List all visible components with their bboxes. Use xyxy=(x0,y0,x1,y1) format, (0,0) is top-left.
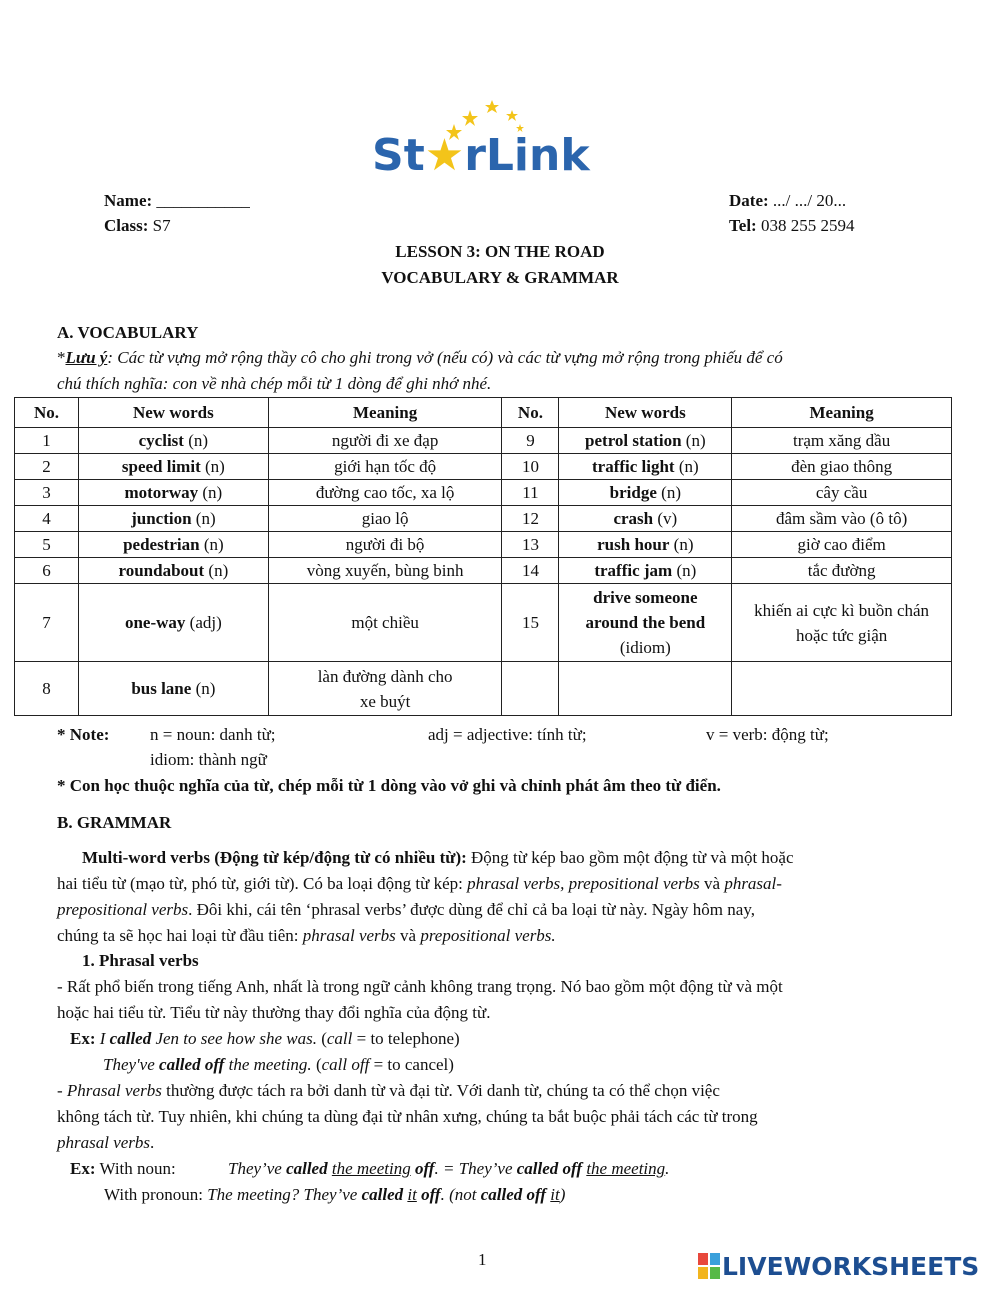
ex1-f: = to telephone) xyxy=(352,1029,460,1048)
row-meaning: giới hạn tốc độ xyxy=(268,454,502,480)
p2a-1: - xyxy=(57,1081,67,1100)
intro-text4a: chúng ta sẽ học hai loại từ đầu tiên: xyxy=(57,926,303,945)
table-row xyxy=(15,662,952,716)
ex1-d: ( xyxy=(316,1029,327,1048)
row-no: 12 xyxy=(502,506,559,532)
ex3-10: the meeting xyxy=(586,1159,666,1178)
ex4-7: . (not xyxy=(440,1185,481,1204)
row-meaning: vòng xuyến, bùng binh xyxy=(268,558,502,584)
para2-line1 xyxy=(57,1078,720,1104)
header-no-2: No. xyxy=(502,398,559,428)
ex2-b: called off xyxy=(159,1055,225,1074)
meaning-line2: xe buýt xyxy=(359,691,411,711)
row-no: 8 xyxy=(15,662,79,716)
intro-text4c: và xyxy=(395,926,421,945)
ex2-a: They've xyxy=(103,1055,160,1074)
class-field xyxy=(104,213,171,239)
row-word xyxy=(78,480,268,506)
ex3-1: They’ve xyxy=(228,1159,287,1178)
para2-line3 xyxy=(57,1130,154,1156)
subheading-phrasal-verbs: 1. Phrasal verbs xyxy=(82,951,199,970)
logo-star-icon: ★ xyxy=(424,130,465,181)
para2-line2: không tách từ. Tuy nhiên, khi chúng ta dùng đại từ nhân xưng, chúng ta bắt buộc phải tách các từ trong xyxy=(57,1107,758,1126)
intro-text3b: . Đôi khi, cái tên ‘phrasal verbs’ được dùng để chỉ cả ba loại từ này. Ngày hôm nay, xyxy=(188,900,755,919)
ex2-c: the meeting. xyxy=(224,1055,312,1074)
row-word xyxy=(78,558,268,584)
row-no: 5 xyxy=(15,532,79,558)
vocab-note-line1 xyxy=(57,345,783,371)
row-meaning: người đi xe đạp xyxy=(268,428,502,454)
word: bridge xyxy=(609,483,657,502)
meaning-line1: khiến ai cực kì buồn chán xyxy=(754,600,930,620)
row-word xyxy=(559,454,732,480)
ex4-8: called off xyxy=(480,1185,547,1204)
row-no: 1 xyxy=(15,428,79,454)
header-meaning-1: Meaning xyxy=(268,398,502,428)
row-no: 3 xyxy=(15,480,79,506)
p2c-end: . xyxy=(150,1133,155,1152)
example3 xyxy=(70,1156,176,1182)
table-header-row xyxy=(15,398,952,428)
table-row xyxy=(15,428,952,454)
row-word xyxy=(559,558,732,584)
pos: (v) xyxy=(653,509,678,528)
empty-cell xyxy=(732,662,952,716)
ex4-6: off xyxy=(421,1185,441,1204)
intro-line1 xyxy=(82,845,794,871)
meaning-line1: làn đường dành cho xyxy=(317,666,453,686)
ex1-e: call xyxy=(326,1029,353,1048)
meaning-line2: hoặc tức giận xyxy=(795,625,888,645)
header-words-2: New words xyxy=(559,398,732,428)
word-line2: around the bend xyxy=(585,613,706,632)
intro-text2b: phrasal verbs, prepositional verbs xyxy=(467,874,700,893)
ex3-7: . = They’ve xyxy=(434,1159,517,1178)
ex2-d: ( xyxy=(311,1055,322,1074)
note-idiom: idiom: thành ngữ xyxy=(150,750,267,769)
table-row xyxy=(15,532,952,558)
ex3-11: . xyxy=(665,1159,670,1178)
tel-field xyxy=(729,213,854,239)
logo-text-pre: St xyxy=(372,130,425,181)
ex1-a: I xyxy=(99,1029,110,1048)
word-line1: drive someone xyxy=(593,588,698,607)
row-meaning: giao lộ xyxy=(268,506,502,532)
row-no: 11 xyxy=(502,480,559,506)
note-label: Lưu ý xyxy=(65,348,108,367)
row-word xyxy=(78,584,268,662)
row-no: 2 xyxy=(15,454,79,480)
row-meaning: đường cao tốc, xa lộ xyxy=(268,480,502,506)
note-text1: : Các từ vựng mở rộng thầy cô cho ghi trong vở (nếu có) và các từ vựng mở rộng trong phiếu để có xyxy=(107,348,783,367)
pos: (n) xyxy=(200,457,225,476)
starlink-logo xyxy=(372,100,602,180)
row-word xyxy=(559,532,732,558)
intro-text2c: và xyxy=(699,874,725,893)
ex4-2: called xyxy=(361,1185,404,1204)
ex1-b: called xyxy=(109,1029,152,1048)
p2a-3: thường được tách ra bởi danh từ và đại từ. Với danh từ, chúng ta có thể chọn việc xyxy=(161,1081,720,1100)
row-no: 13 xyxy=(502,532,559,558)
intro-text3a: prepositional verbs xyxy=(57,900,189,919)
pos: (n) xyxy=(672,561,697,580)
intro-text2a: hai tiểu từ (mạo từ, phó từ, giới từ). Có ba loại động từ kép: xyxy=(57,874,468,893)
row-meaning: đâm sầm vào (ô tô) xyxy=(732,506,952,532)
section-b-heading: B. GRAMMAR xyxy=(57,813,172,832)
row-word xyxy=(78,506,268,532)
intro-text4b: phrasal verbs xyxy=(302,926,396,945)
intro-text2d: phrasal- xyxy=(724,874,782,893)
row-word xyxy=(78,532,268,558)
header-words-1: New words xyxy=(78,398,268,428)
ex2-e: call off xyxy=(321,1055,370,1074)
class-value: S7 xyxy=(152,216,171,235)
header-no-1: No. xyxy=(15,398,79,428)
row-meaning: đèn giao thông xyxy=(732,454,952,480)
ex3-6: off xyxy=(414,1159,435,1178)
header-meaning-2: Meaning xyxy=(732,398,952,428)
ex3-2: called xyxy=(286,1159,328,1178)
pos: (idiom) xyxy=(619,638,671,657)
liveworksheets-icon xyxy=(698,1253,720,1279)
pos: (n) xyxy=(656,483,681,502)
word: one-way xyxy=(124,613,186,632)
intro-line4 xyxy=(57,923,556,949)
word: crash xyxy=(613,509,654,528)
liveworksheets-logo[interactable] xyxy=(698,1252,979,1281)
row-meaning: trạm xăng dầu xyxy=(732,428,952,454)
name-field xyxy=(104,188,250,214)
p2a-2: Phrasal verbs xyxy=(66,1081,162,1100)
ex3-8: called off xyxy=(516,1159,583,1178)
word: petrol station xyxy=(585,431,682,450)
para1-line2: hoặc hai tiểu từ. Tiểu từ này thường thay đổi nghĩa của động từ. xyxy=(57,1003,491,1022)
row-word xyxy=(559,506,732,532)
ex4-11: ) xyxy=(559,1185,566,1204)
section-a-heading: A. VOCABULARY xyxy=(57,323,199,342)
ex4-10: it xyxy=(550,1185,560,1204)
note-adj: adj = adjective: tính từ; xyxy=(428,725,587,744)
row-no: 15 xyxy=(502,584,559,662)
word: rush hour xyxy=(597,535,670,554)
intro-line3 xyxy=(57,897,755,923)
intro-text1: Động từ kép bao gồm một động từ và một hoặc xyxy=(466,848,794,867)
row-meaning: cây cầu xyxy=(732,480,952,506)
ex1-c: Jen to see how she was. xyxy=(151,1029,317,1048)
note-noun: n = noun: danh từ; xyxy=(150,725,276,744)
class-label: Class: xyxy=(104,216,149,235)
instruction: * Con học thuộc nghĩa của từ, chép mỗi từ 1 dòng vào vở ghi và chỉnh phát âm theo từ điển. xyxy=(57,776,721,795)
example1 xyxy=(70,1026,460,1052)
row-word xyxy=(559,480,732,506)
pos: (n) xyxy=(669,535,694,554)
word: cyclist xyxy=(138,431,184,450)
logo-text-post: rLink xyxy=(464,130,590,181)
row-meaning: giờ cao điểm xyxy=(732,532,952,558)
row-word xyxy=(78,454,268,480)
ex4-4: it xyxy=(407,1185,417,1204)
vocab-note-line2: chú thích nghĩa: con về nhà chép mỗi từ 1 dòng để ghi nhớ nhé. xyxy=(57,374,492,393)
pos: (n) xyxy=(183,431,209,450)
lesson-subtitle: VOCABULARY & GRAMMAR xyxy=(381,268,619,287)
intro-text4d: prepositional verbs. xyxy=(420,926,556,945)
intro-bold: Multi-word verbs (Động từ kép/động từ có nhiều từ): xyxy=(82,848,467,867)
note-label: * Note: xyxy=(57,725,110,744)
row-no: 7 xyxy=(15,584,79,662)
pos: (n) xyxy=(198,483,223,502)
row-no: 6 xyxy=(15,558,79,584)
table-row xyxy=(15,480,952,506)
ex-label: Ex: xyxy=(70,1029,96,1048)
row-meaning: một chiều xyxy=(268,584,502,662)
example3-sentence xyxy=(228,1156,669,1182)
word: pedestrian xyxy=(123,535,200,554)
row-word xyxy=(559,584,732,662)
pos: (n) xyxy=(674,457,699,476)
intro-line2 xyxy=(57,871,782,897)
para1-line1: - Rất phổ biến trong tiếng Anh, nhất là trong ngữ cảnh không trang trọng. Nó bao gồm một động từ và một xyxy=(57,977,783,996)
date-field xyxy=(729,188,846,214)
row-no: 4 xyxy=(15,506,79,532)
empty-cell xyxy=(559,662,732,716)
pos: (n) xyxy=(681,431,706,450)
ex2-f: = to cancel) xyxy=(369,1055,454,1074)
table-row xyxy=(15,506,952,532)
empty-cell xyxy=(502,662,559,716)
word: traffic light xyxy=(591,457,675,476)
word: traffic jam xyxy=(594,561,673,580)
row-meaning xyxy=(268,662,502,716)
table-row xyxy=(15,558,952,584)
tel-value: 038 255 2594 xyxy=(760,216,855,235)
note-verb: v = verb: động từ; xyxy=(706,725,829,744)
word: motorway xyxy=(124,483,199,502)
example4 xyxy=(104,1182,565,1208)
lesson-title: LESSON 3: ON THE ROAD xyxy=(395,242,605,261)
pos: (n) xyxy=(204,561,229,580)
vocabulary-table xyxy=(14,397,952,716)
name-value[interactable]: ___________ xyxy=(156,191,250,210)
ex3-4: the meeting xyxy=(331,1159,411,1178)
tel-label: Tel: xyxy=(729,216,757,235)
pos: (n) xyxy=(191,679,216,698)
row-word xyxy=(78,428,268,454)
row-meaning: tắc đường xyxy=(732,558,952,584)
date-value: .../ .../ 20... xyxy=(772,191,847,210)
pos: (n) xyxy=(199,535,224,554)
pos: (adj) xyxy=(185,613,222,632)
row-word xyxy=(78,662,268,716)
row-word xyxy=(559,428,732,454)
table-row xyxy=(15,584,952,662)
row-meaning: người đi bộ xyxy=(268,532,502,558)
example2 xyxy=(103,1052,454,1078)
word: junction xyxy=(131,509,192,528)
ex4-1: The meeting? They’ve xyxy=(202,1185,362,1204)
table-row xyxy=(15,454,952,480)
ex3-label: With noun: xyxy=(99,1159,176,1178)
pos: (n) xyxy=(191,509,216,528)
p2c: phrasal verbs xyxy=(57,1133,151,1152)
ex4-label: With pronoun: xyxy=(104,1185,203,1204)
word: speed limit xyxy=(121,457,201,476)
name-label: Name: xyxy=(104,191,153,210)
row-no: 9 xyxy=(502,428,559,454)
liveworksheets-text: LIVEWORKSHEETS xyxy=(722,1252,980,1281)
word: bus lane xyxy=(131,679,192,698)
row-no: 14 xyxy=(502,558,559,584)
page-number: 1 xyxy=(478,1250,487,1269)
note-star: * xyxy=(57,348,66,367)
word: roundabout xyxy=(118,561,205,580)
row-no: 10 xyxy=(502,454,559,480)
date-label: Date: xyxy=(729,191,769,210)
ex-label: Ex: xyxy=(70,1159,96,1178)
row-meaning xyxy=(732,584,952,662)
